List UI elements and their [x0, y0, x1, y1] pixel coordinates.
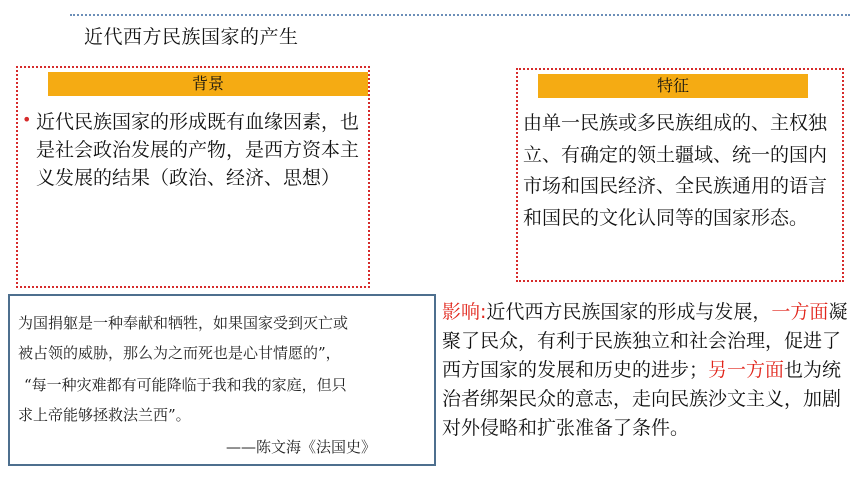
quote-source: ——陈文海《法国史》 [226, 438, 377, 456]
impact-paragraph [442, 298, 852, 443]
page-title: 近代西方民族国家的产生 [84, 26, 299, 48]
impact-text-3: 也为统治者绑架民众的意志，走向民族沙文主义，加剧对外侵略和扩张准备了条件。 [442, 359, 842, 439]
features-panel [516, 68, 844, 282]
features-text: 由单一民族或多民族组成的、主权独立、有确定的领土疆域、统一的国内市场和国民经济、全民族通用的语言和国民的文化认同等的国家形态。 [523, 112, 828, 229]
impact-label: 影响: [442, 301, 487, 323]
quote-line-1: 为国捐躯是一种奉献和牺牲，如果国家受到灭亡或 [18, 314, 349, 332]
quote-box [8, 294, 436, 466]
top-divider [70, 14, 850, 16]
quote-line-3: “每一种灾难都有可能降临于我和我的家庭，但只 [24, 376, 347, 394]
bullet-icon: • [22, 110, 32, 129]
quote-line-4: 求上帝能够拯救法兰西”。 [18, 406, 191, 424]
features-header: 特征 [538, 74, 808, 98]
impact-highlight-2: 另一方面 [708, 359, 785, 381]
background-text: 近代民族国家的形成既有血缘因素，也是社会政治发展的产物，是西方资本主义发展的结果（政治、经济、思想） [36, 111, 360, 189]
impact-text-1: 近代西方民族国家的形成与发展， [486, 301, 772, 323]
background-panel [16, 66, 370, 288]
impact-text-2: 凝聚了民众，有利于民族独立和社会治理，促进了西方国家的发展和历史的进步； [442, 301, 848, 381]
background-header: 背景 [48, 72, 368, 96]
impact-highlight-1: 一方面 [771, 301, 829, 323]
quote-line-2: 被占领的威胁，那么为之而死也是心甘情愿的”， [18, 344, 341, 362]
